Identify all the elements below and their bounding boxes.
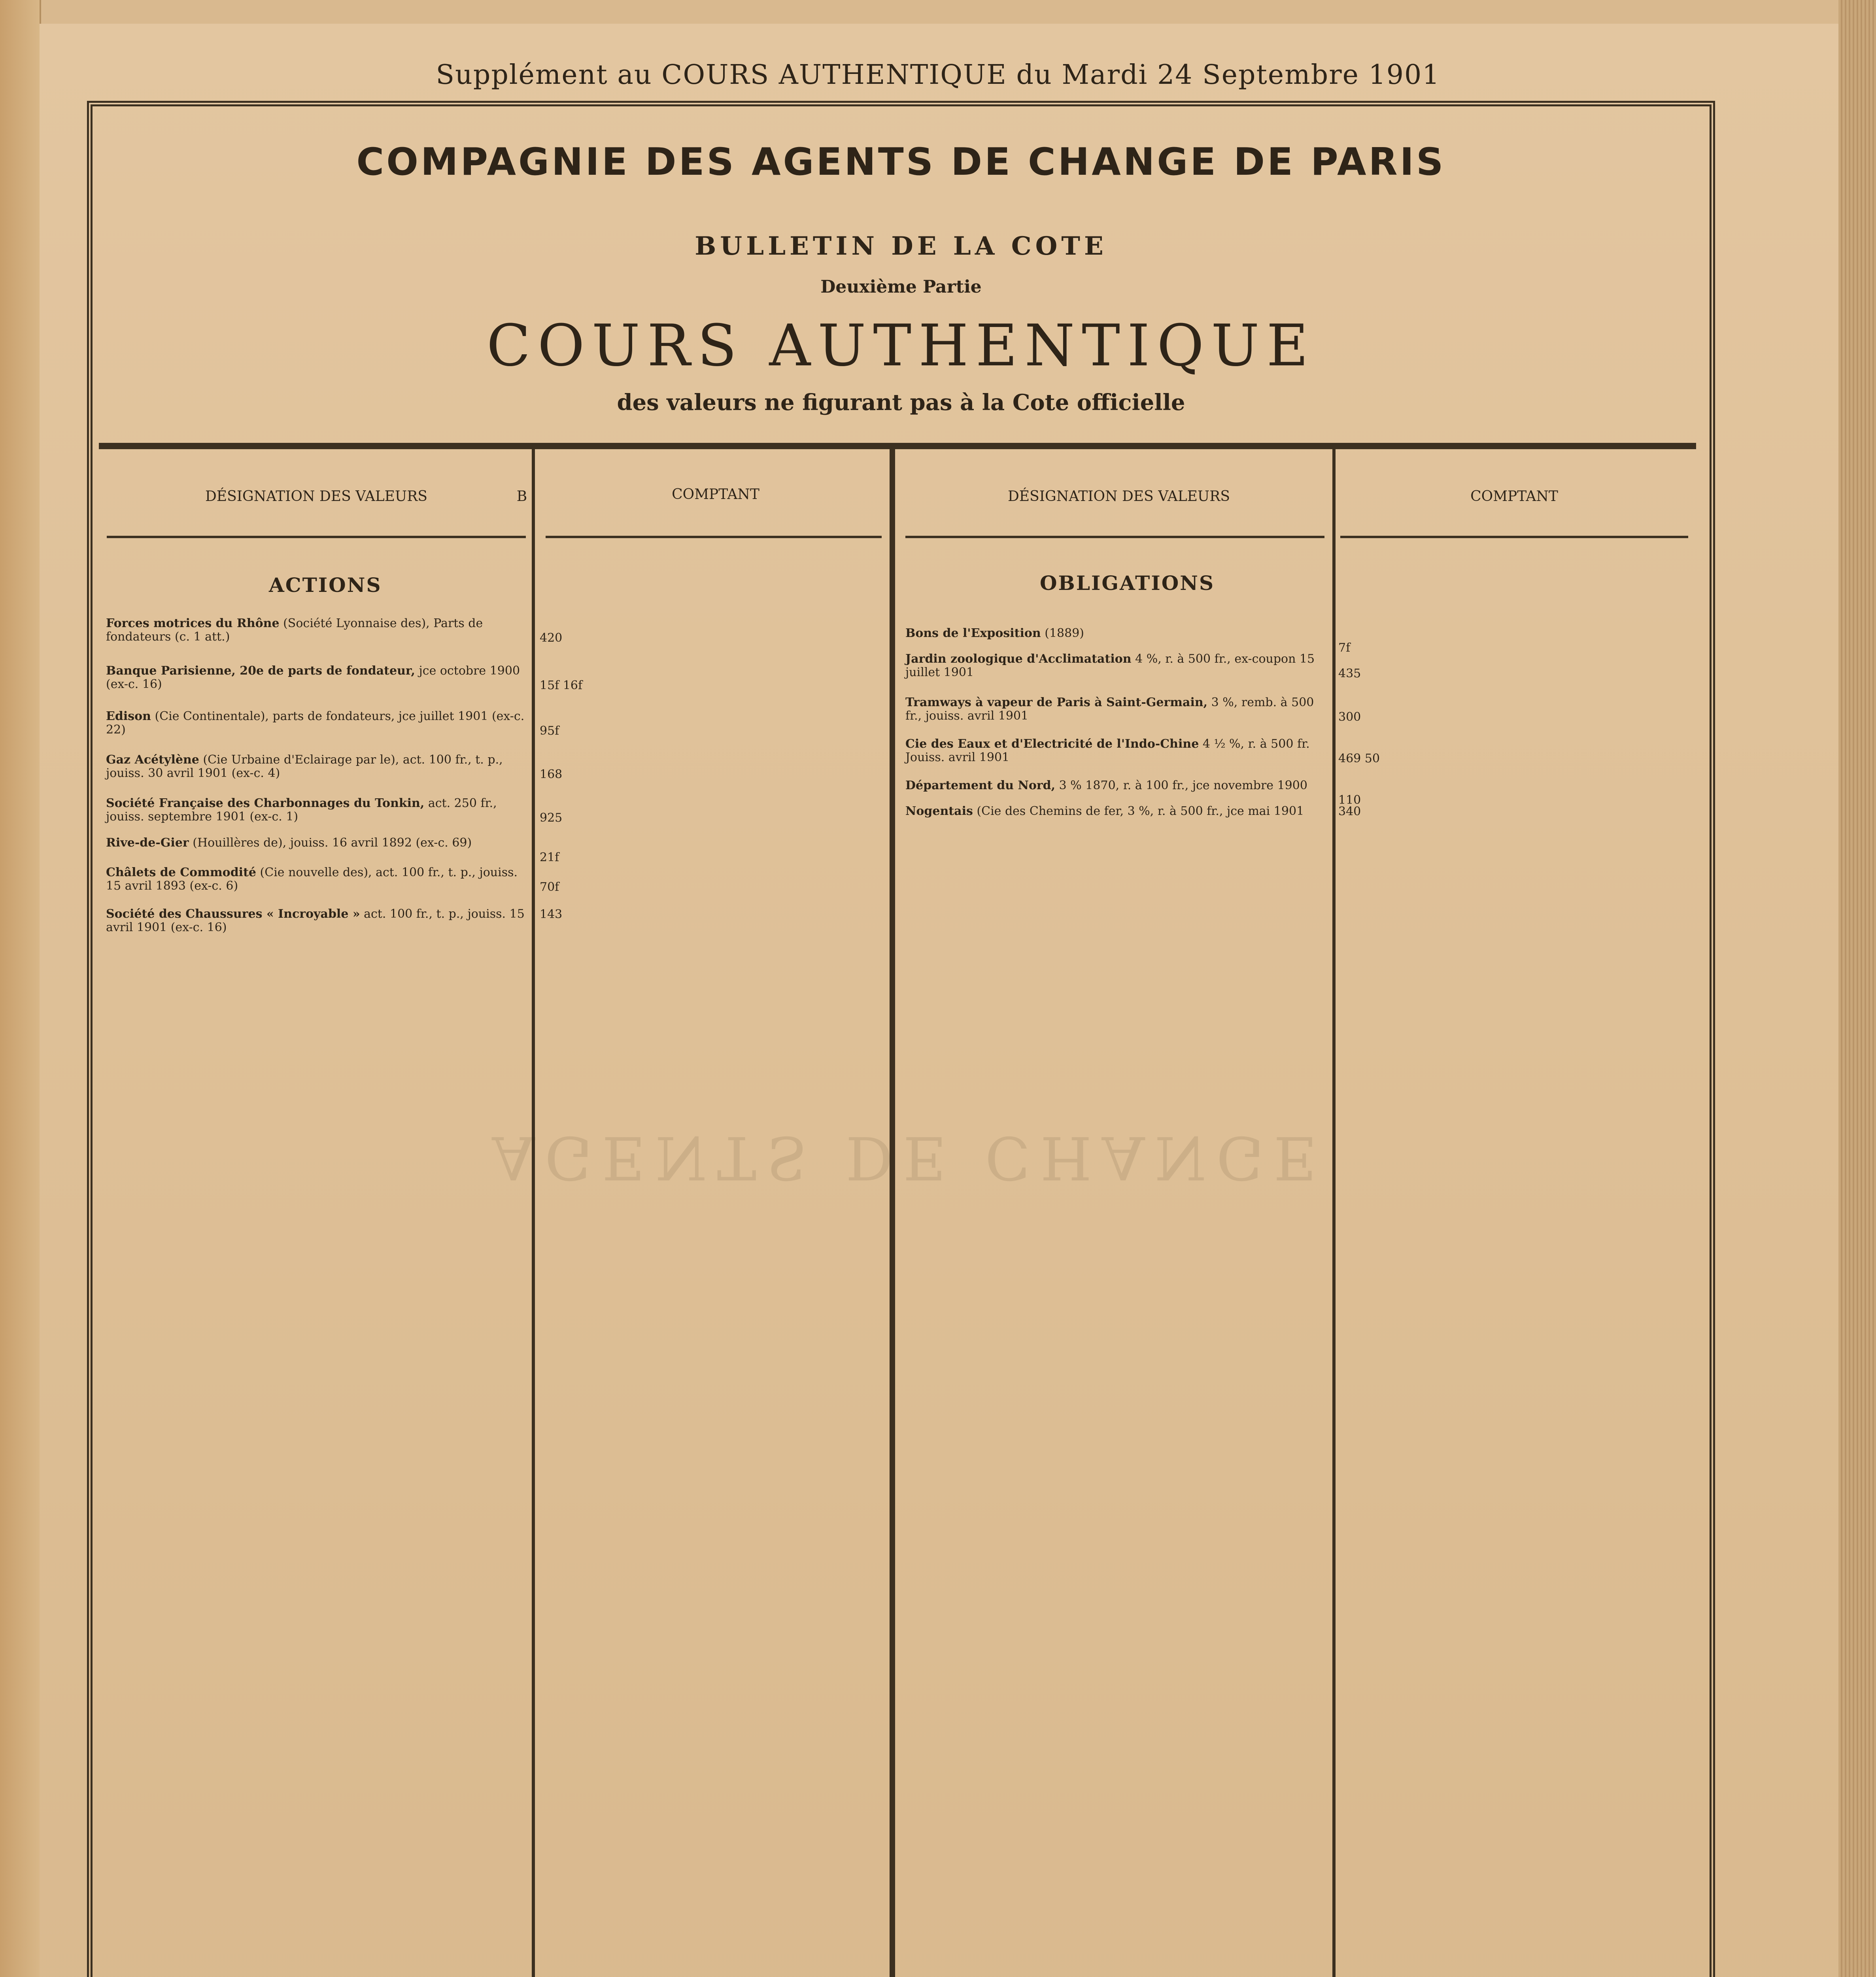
col-comptant-left: COMPTANT	[672, 486, 759, 503]
colhead-rule-1	[107, 536, 526, 538]
obligations-entry-desc: (Cie des Chemins de fer, 3 %, r. à 500 fr., jce mai 1901	[973, 804, 1304, 818]
actions-entry	[106, 664, 529, 691]
bulletin-title: BULLETIN DE LA COTE	[695, 231, 1107, 261]
obligations-entry-name: Jardin zoologique d'Acclimatation	[905, 652, 1132, 666]
obligations-entry-price: 340	[1338, 805, 1361, 818]
colhead-rule-3	[905, 536, 1324, 538]
obligations-entry-name: Cie des Eaux et d'Electricité de l'Indo-Chine	[905, 737, 1199, 751]
actions-entry-price: 143	[540, 907, 563, 921]
divider-right-col	[1332, 447, 1336, 1977]
obligations-entry-desc: 4 ½ %, r. à 500 fr. Jouiss. avril 1901	[905, 737, 1310, 764]
obligations-entry-desc: (1889)	[1041, 626, 1084, 640]
actions-entry-name: Société des Chaussures « Incroyable »	[106, 907, 360, 921]
obligations-entry	[905, 805, 1326, 818]
obligations-entry	[905, 627, 1326, 640]
actions-entry-desc: (Cie Urbaine d'Eclairage par le), act. 100 fr., t. p., jouiss. 30 avril 1901 (ex-c. 4)	[106, 753, 503, 780]
obligations-entry-name: Département du Nord,	[905, 779, 1056, 792]
actions-entry-price: 168	[540, 767, 563, 781]
actions-heading: ACTIONS	[269, 573, 382, 597]
actions-entry-desc: (Société Lyonnaise des), Parts de fondateurs (c. 1 att.)	[106, 616, 483, 644]
actions-entry-name: Forces motrices du Rhône	[106, 616, 280, 630]
actions-entry	[106, 836, 529, 850]
supplement-line: Supplément au COURS AUTHENTIQUE du Mardi 24 Septembre 1901	[436, 59, 1440, 91]
actions-entry-desc: act. 250 fr., jouiss. septembre 1901 (ex-c. 1)	[106, 796, 497, 824]
actions-entry	[106, 710, 529, 737]
obligations-entry-name: Tramways à vapeur de Paris à Saint-Germain,	[905, 696, 1208, 709]
actions-entry-price: 15f 16f	[540, 679, 583, 692]
page-edges	[1838, 0, 1876, 1977]
actions-entry-price: 95f	[540, 724, 559, 738]
obligations-entry	[905, 779, 1326, 792]
obligations-entry-price: 110	[1338, 793, 1361, 807]
obligations-entry-desc: 4 %, r. à 500 fr., ex-coupon 15 juillet 1901	[905, 652, 1315, 679]
actions-entry	[106, 617, 529, 644]
actions-entry	[106, 753, 529, 780]
actions-entry-desc: jce octobre 1900 (ex-c. 16)	[106, 664, 520, 691]
obligations-entry-price: 300	[1338, 710, 1361, 724]
actions-entry-price: 21f	[540, 851, 559, 864]
subtitle: des valeurs ne figurant pas à la Cote officielle	[617, 389, 1185, 416]
actions-entry-name: Rive-de-Gier	[106, 836, 189, 850]
obligations-entry-desc: 3 %, remb. à 500 fr., jouiss. avril 1901	[905, 696, 1314, 723]
actions-entry-name: Société Française des Charbonnages du Tonkin,	[106, 796, 425, 810]
actions-entry	[106, 907, 529, 934]
divider-center	[890, 447, 895, 1977]
obligations-entry-name: Bons de l'Exposition	[905, 626, 1041, 640]
main-title: COURS AUTHENTIQUE	[486, 312, 1316, 379]
actions-entry-price: 70f	[540, 880, 559, 894]
actions-entry-desc: (Cie nouvelle des), act. 100 fr., t. p., jouiss. 15 avril 1893 (ex-c. 6)	[106, 866, 518, 893]
header-divider	[99, 443, 1696, 449]
actions-entry-name: Gaz Acétylène	[106, 753, 199, 767]
obligations-entry-name: Nogentais	[905, 804, 973, 818]
actions-entry-desc: act. 100 fr., t. p., jouiss. 15 avril 1901 (ex-c. 16)	[106, 907, 525, 934]
bleed-through-text: AGENTS DE CHANGE	[492, 1123, 1327, 1192]
actions-entry-name: Banque Parisienne, 20e de parts de fondateur,	[106, 664, 415, 678]
obligations-entry	[905, 737, 1326, 764]
colhead-rule-2	[546, 536, 882, 538]
obligations-entry-desc: 3 % 1870, r. à 100 fr., jce novembre 1900	[1055, 779, 1307, 792]
book-binding	[0, 0, 41, 1977]
company-title: COMPAGNIE DES AGENTS DE CHANGE DE PARIS	[356, 140, 1446, 184]
obligations-entry	[905, 652, 1326, 679]
actions-entry-name: Edison	[106, 709, 151, 723]
actions-entry-desc: (Houillères de), jouiss. 16 avril 1892 (ex-c. 69)	[189, 836, 472, 850]
actions-entry	[106, 797, 529, 824]
outer-frame	[87, 101, 1715, 1977]
obligations-entry-price: 7f	[1338, 641, 1351, 655]
partie-label: Deuxième Partie	[820, 277, 982, 297]
actions-entry-price: 925	[540, 811, 563, 825]
obligations-heading: OBLIGATIONS	[1040, 571, 1215, 595]
divider-left-col	[532, 447, 535, 1977]
actions-entry-price: 420	[540, 631, 563, 645]
actions-entry	[106, 866, 529, 893]
col-designation-left: DÉSIGNATION DES VALEURS	[205, 488, 428, 505]
actions-entry-name: Châlets de Commodité	[106, 866, 257, 879]
obligations-entry-price: 435	[1338, 667, 1361, 680]
col-comptant-right: COMPTANT	[1470, 488, 1558, 505]
obligations-entry	[905, 696, 1326, 723]
col-b-left: B	[516, 488, 527, 505]
obligations-entry-price: 469 50	[1338, 752, 1380, 765]
colhead-rule-4	[1340, 536, 1688, 538]
actions-entry-desc: (Cie Continentale), parts de fondateurs, jce juillet 1901 (ex-c. 22)	[106, 709, 525, 737]
col-designation-right: DÉSIGNATION DES VALEURS	[1007, 488, 1230, 505]
